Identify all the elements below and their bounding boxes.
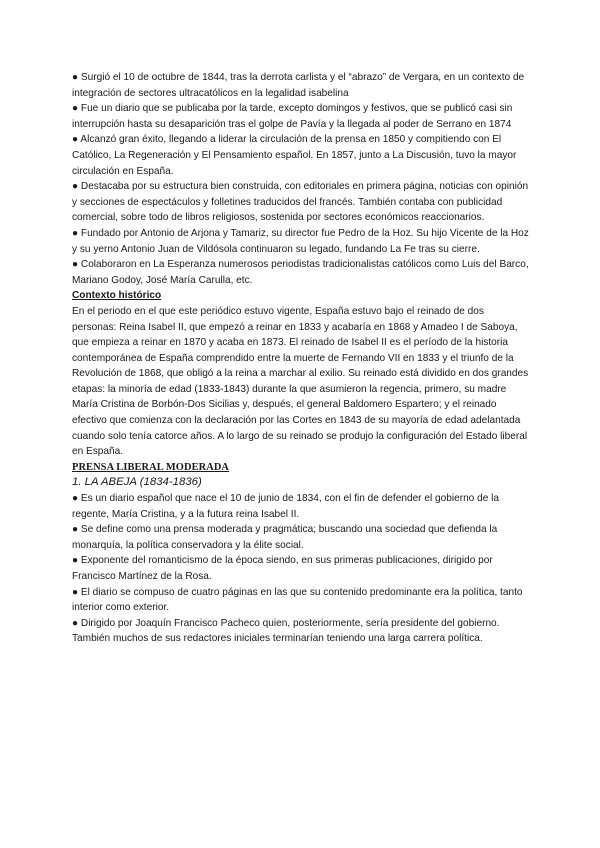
section-heading: PRENSA LIBERAL MODERADA (72, 461, 230, 473)
context-paragraph: En el periodo en el que este periódico estuvo vigente, España estuvo bajo el reinado de dos personas: Reina Isabel II, que empezó a reinar en 1833 y acabaría en 1868 y Amadeo I de Saboya, que empieza a reinar en 1870 y acaba en 1873. El reinado de Isabel II es el período de la historia contemporánea de España comprendido entre la muerte de Fernando VII en 1833 y el triunfo de la Revolución de 1868, que obligó a la reina a marchar al exilio. Su reinado está dividido en dos grandes etapas: la minoría de edad (1833-1843) durante la que asumieron la regencia, primero, su madre María Cristina de Borbón-Dos Sicilias y, después, el general Baldomero Espartero; y el reinado efectivo que comienza con la declaración por las Cortes en 1843 de su mayoría de edad adelantada cuando solo tenía catorce años. A lo largo de su reinado se produjo la configuración del Estado liberal en España. (72, 305, 529, 458)
context-heading: Contexto histórico (72, 290, 162, 302)
list-item: ● Colaboraron en La Esperanza numerosos periodistas tradicionalistas católicos como Luis del Barco, Mariano Godoy, José María Carulla, etc. (72, 259, 529, 286)
list-item: ● Dirigido por Joaquín Francisco Pacheco quien, posteriormente, sería presidente del gobierno. También muchos de sus redactores iniciales terminarían teniendo una larga carrera política. (72, 617, 500, 645)
list-item: ● Se define como una prensa moderada y pragmática; buscando una sociedad que defienda la monarquía, la política conservadora y la élite social. (72, 524, 498, 551)
list-item: ● Fue un diario que se publicaba por la tarde, excepto domingos y festivos, que se publicó casi sin interrupción hasta su desaparición tras el golpe de Pavía y la llegada al poder de Serrano en 1874 (72, 103, 513, 130)
list-item: ● Destacaba por su estructura bien construida, con editoriales en primera página, noticias con opinión y secciones de espectáculos y folletines traducidos del francés. También contaba con publicidad comercial, sobre todo de libros religiosos, sostenida por sectores económicos reaccionarios. (72, 181, 529, 224)
list-item: ● Surgió el 10 de octubre de 1844, tras la derrota carlista y el “abrazo” de Vergara, en un contexto de integración de sectores ultracatólicos en la legalidad isabelina (72, 72, 525, 99)
list-item: ● El diario se compuso de cuatro páginas en las que su contenido predominante era la política, tanto interior como exterior. (72, 586, 523, 614)
list-item: ● Exponente del romanticismo de la época siendo, en sus primeras publicaciones, dirigido por Francisco Martínez de la Rosa. (72, 555, 493, 582)
section-subheading: 1. LA ABEJA (1834-1836) (72, 476, 202, 489)
list-item: ● Es un diario español que nace el 10 de junio de 1834, con el fin de defender el gobierno de la regente, María Cristina, y a la futura reina Isabel II. (72, 493, 499, 520)
document-page (72, 70, 530, 647)
section-bullet-list (72, 491, 530, 647)
list-item: ● Alcanzó gran éxito, llegando a liderar la circulación de la prensa en 1850 y compitiendo con El Católico, La Regeneración y El Pensamiento español. En 1857, junto a La Discusión, tuvo la mayor circulación en España. (72, 134, 517, 177)
list-item: ● Fundado por Antonio de Arjona y Tamariz, su director fue Pedro de la Hoz. Su hijo Vicente de la Hoz y su yerno Antonio Juan de Vildósola continuaron su legado, fundando La Fe tras su cierre. (72, 227, 529, 255)
intro-bullet-list (72, 70, 530, 288)
